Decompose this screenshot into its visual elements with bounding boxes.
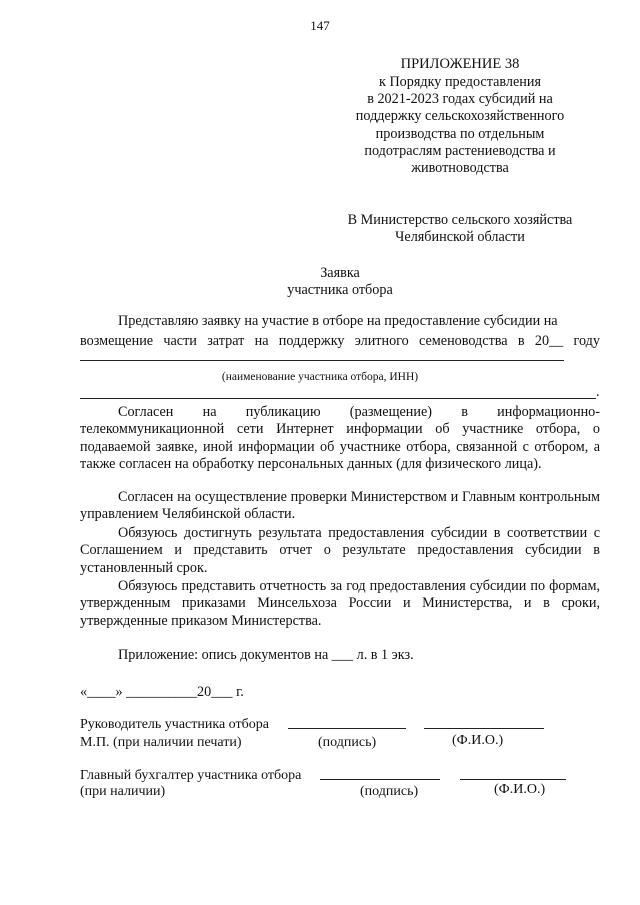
annex-header [340, 56, 580, 178]
participant-caption: (наименование участника отбора, ИНН) [221, 371, 419, 383]
annex-title: ПРИЛОЖЕНИЕ 38 [400, 56, 520, 72]
accountant-name-caption: (Ф.И.О.) [494, 782, 546, 797]
reporting-commitment-paragraph: Обязуюсь представить отчетность за год предоставления субсидии по формам, утвержденным приказами Минсельхоза России и Министерства, и в сроки, утвержденные приказом Министерства. [80, 578, 600, 629]
head-name-caption: (Ф.И.О.) [452, 733, 504, 748]
title-line: Заявка [320, 265, 360, 281]
result-commitment-paragraph: Обязуюсь достигнуть результата предоставления субсидии в соответствии с Соглашением и представить отчет о результате предоставления субсидии в установленный срок. [80, 525, 600, 576]
annex-line: поддержку сельскохозяйственного [355, 108, 565, 125]
participant-name-line [80, 360, 564, 361]
date-line: «____» __________20___ г. [80, 684, 244, 700]
intro-line: Представляю заявку на участие в отборе на предоставление субсидии на [118, 313, 558, 329]
annex-line: подотраслям растениеводства и [364, 142, 556, 159]
participant-name-line-2 [80, 398, 596, 399]
end-mark: . [596, 384, 600, 400]
head-label: Руководитель участника отбора [80, 717, 269, 732]
annex-line: в 2021-2023 годах субсидий на [367, 91, 553, 107]
consent-inspection-paragraph: Согласен на осуществление проверки Министерством и Главным контрольным управлением Челябинской области. [80, 489, 600, 523]
accountant-signature-caption: (подпись) [360, 784, 419, 799]
intro-line: возмещение части затрат на поддержку элитного семеноводства в 20__ году [80, 333, 600, 349]
title-line: участника отбора [287, 282, 393, 299]
addressee-line: В Министерство сельского хозяйства [347, 212, 573, 228]
attachment-note: Приложение: опись документов на ___ л. в 1 экз. [118, 647, 414, 663]
head-signature-caption: (подпись) [318, 735, 377, 750]
head-signature-line [288, 716, 406, 729]
accountant-label: Главный бухгалтер участника отбора [80, 768, 302, 783]
accountant-signature-line [320, 767, 440, 780]
head-name-line [424, 716, 544, 729]
document-title [230, 265, 450, 300]
page-number: 147 [310, 18, 330, 33]
annex-line: животноводства [411, 160, 509, 177]
seal-note: М.П. (при наличии печати) [80, 735, 242, 750]
addressee-line: Челябинской области [395, 229, 525, 246]
accountant-name-line [460, 767, 566, 780]
annex-line: к Порядку предоставления [379, 73, 541, 90]
accountant-note: (при наличии) [80, 784, 166, 799]
consent-publication-paragraph: Согласен на публикацию (размещение) в информационно-телекоммуникационной сети Интернет информации об участнике отбора, о подаваемой заявке, иной информации об участнике отбора, связанной с отбором, а также согласен на обработку персональных данных (для физического лица). [80, 404, 600, 472]
annex-line: производства по отдельным [375, 125, 545, 142]
addressee [340, 212, 580, 247]
